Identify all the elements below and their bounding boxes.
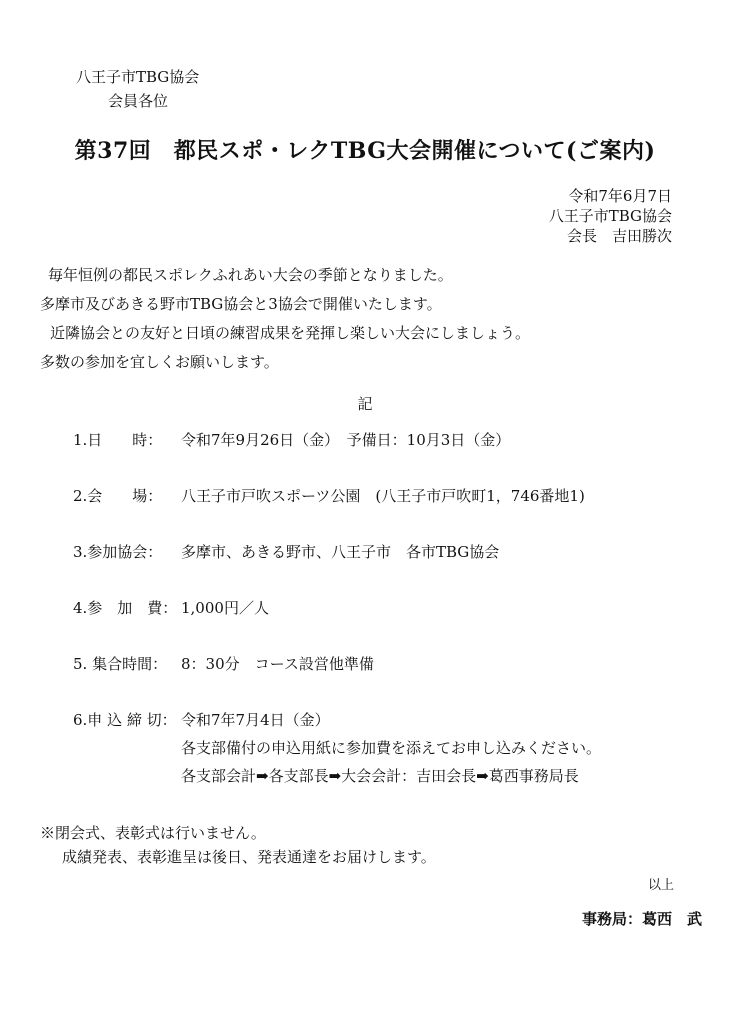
item-value: 八王子市戸吹スポーツ公園 (八王子市戸吹町1，746番地1) <box>181 487 585 505</box>
intro-line: 近隣協会との友好と日頃の練習成果を発揮し楽しい大会にしましょう。 <box>50 324 531 342</box>
item-value: 多摩市、あきる野市、八王子市 各市TBG協会 <box>181 543 500 561</box>
item-associations <box>73 541 499 562</box>
item-gathering-time <box>73 653 374 674</box>
office-signature: 事務局：葛西 武 <box>581 910 702 928</box>
intro-line: 多数の参加を宜しくお願いします。 <box>40 353 279 371</box>
issuer-org: 八王子市TBG協会 <box>548 207 672 225</box>
note-line: ※閉会式、表彰式は行いません。 <box>40 824 266 842</box>
item-value: 8：30分 コース設営他準備 <box>181 655 374 673</box>
deadline-note: 各支部備付の申込用紙に参加費を添えてお申し込みください。 <box>181 739 602 757</box>
ki-heading: 記 <box>357 395 373 413</box>
item-label: 1.日 時： <box>73 431 163 449</box>
item-label: 3.参加協会： <box>73 543 163 561</box>
item-value: 令和7年7月4日（金） <box>181 711 330 729</box>
item-fee <box>73 597 269 618</box>
intro-paragraph <box>40 261 530 377</box>
addressee-org: 八王子市TBG協会 <box>76 68 200 86</box>
intro-line: 毎年恒例の都民スポレクふれあい大会の季節となりました。 <box>48 266 453 284</box>
item-label: 4.参 加 費： <box>73 599 178 617</box>
deadline-flow: 各支部会計➡各支部長➡大会会計：吉田会長➡葛西事務局長 <box>181 767 579 785</box>
item-label: 6.申 込 締 切： <box>73 711 177 729</box>
document-title: 第37回 都民スポ・レクTBG大会開催について(ご案内) <box>74 138 656 164</box>
item-venue <box>73 485 585 506</box>
item-label: 2.会 場： <box>73 487 163 505</box>
item-value: 令和7年9月26日（金） 予備日：10月3日（金） <box>181 431 511 449</box>
issuer-block <box>549 186 672 246</box>
issuer-person: 会長 吉田勝次 <box>566 227 672 245</box>
closing-text: 以上 <box>647 878 674 893</box>
item-label: 5. 集合時間： <box>73 655 168 673</box>
intro-line: 多摩市及びあきる野市TBG協会と3協会で開催いたします。 <box>40 295 442 313</box>
item-date <box>73 429 510 450</box>
item-value: 1,000円／人 <box>181 599 269 617</box>
note-line: 成績発表、表彰進呈は後日、発表通達をお届けします。 <box>62 848 436 866</box>
addressee-members: 会員各位 <box>108 92 169 110</box>
issue-date: 令和7年6月7日 <box>568 187 672 205</box>
item-deadline <box>73 709 330 730</box>
notes-block <box>40 821 436 869</box>
